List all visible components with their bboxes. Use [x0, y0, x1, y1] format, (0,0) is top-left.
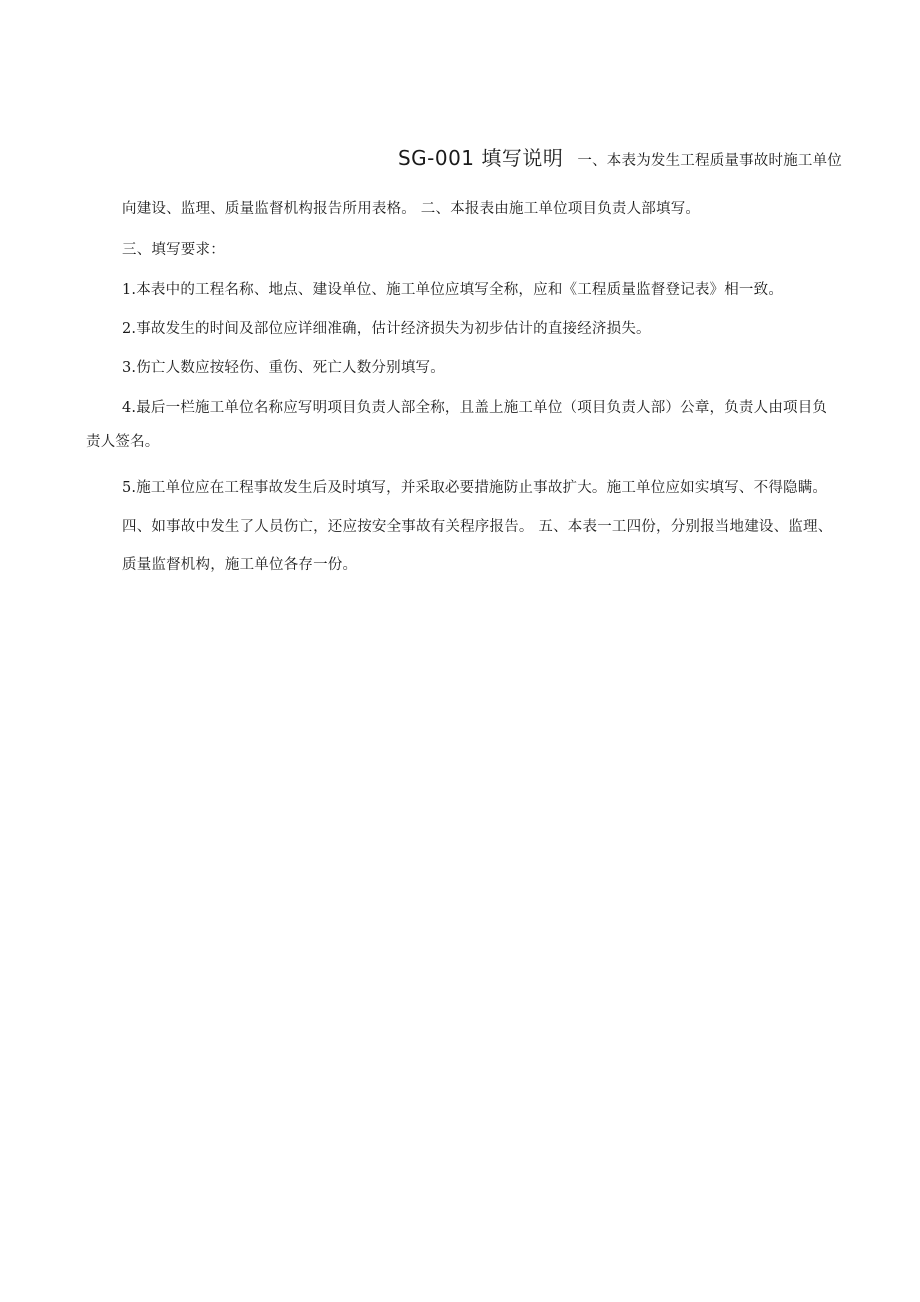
document-title: SG-001 填写说明	[397, 146, 564, 170]
section-four-line-2: 质量监督机构，施工单位各存一份。	[122, 557, 358, 573]
intro-paragraph-continuation: 向建设、监理、质量监督机构报告所用表格。 二、本报表由施工单位项目负责人部填写。	[122, 201, 701, 217]
title-row	[398, 142, 842, 171]
requirements-heading: 三、填写要求：	[122, 242, 225, 258]
requirement-item-2: 2.事故发生的时间及部位应详细准确，估计经济损失为初步估计的直接经济损失。	[122, 321, 651, 337]
requirement-item-5: 5.施工单位应在工程事故发生后及时填写，并采取必要措施防止事故扩大。施工单位应如实填写、不得隐瞒。	[122, 480, 828, 496]
requirement-item-4-line-1: 4.最后一栏施工单位名称应写明项目负责人部全称，且盖上施工单位（项目负责人部）公章，负责人由项目负	[122, 400, 828, 416]
requirement-item-1: 1.本表中的工程名称、地点、建设单位、施工单位应填写全称，应和《工程质量监督登记表》相一致。	[122, 282, 784, 298]
section-four-line-1: 四、如事故中发生了人员伤亡，还应按安全事故有关程序报告。 五、本表一工四份，分别报当地建设、监理、	[122, 519, 833, 535]
requirement-item-3: 3.伤亡人数应按轻伤、重伤、死亡人数分别填写。	[122, 360, 445, 376]
requirement-item-4-line-2: 责人签名。	[86, 434, 160, 450]
intro-paragraph-start: 一、本表为发生工程质量事故时施工单位	[577, 153, 842, 169]
